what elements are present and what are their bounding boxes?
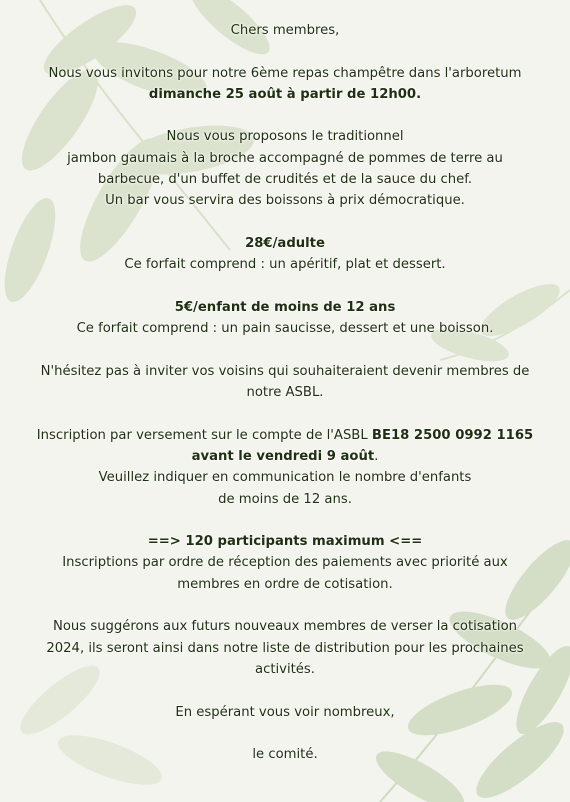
adult-description: Ce forfait comprend : un apéritif, plat et dessert. (124, 257, 446, 273)
max-participants: ==> 120 participants maximum <== (147, 534, 423, 550)
order-line: Inscriptions par ordre de réception des paiements avec priorité aux (62, 555, 508, 571)
new-members-line: 2024, ils seront ainsi dans notre liste de distribution pour les prochaines (46, 640, 524, 656)
children-note: Veuillez indiquer en communication le nombre d'enfants (98, 470, 472, 486)
children-note: de moins de 12 ans. (218, 491, 352, 507)
menu-intro: Nous vous proposons le traditionnel (166, 129, 404, 145)
event-date: dimanche 25 août à partir de 12h00. (148, 86, 422, 102)
adult-price: 28€/adulte (245, 235, 325, 251)
neighbors-line: notre ASBL. (246, 385, 324, 401)
menu-line: barbecue, d'un buffet de crudités et de la sauce du chef. (97, 172, 473, 188)
invite-line: Nous vous invitons pour notre 6ème repas champêtre dans l'arboretum (48, 65, 522, 81)
account-number: BE18 2500 0992 1165 (371, 427, 534, 443)
signature: le comité. (252, 747, 318, 763)
deadline-period: . (374, 448, 379, 464)
signup-prefix: Inscription par versement sur le compte de l'ASBL (36, 427, 372, 443)
greeting: Chers membres, (230, 23, 340, 38)
neighbors-line: N'hésitez pas à inviter vos voisins qui souhaiteraient devenir membres de (40, 363, 530, 379)
order-line: membres en ordre de cotisation. (177, 576, 393, 592)
new-members-line: activités. (255, 661, 315, 677)
new-members-line: Nous suggérons aux futurs nouveaux membres de verser la cotisation (52, 619, 518, 635)
child-price: 5€/enfant de moins de 12 ans (174, 299, 396, 315)
child-description: Ce forfait comprend : un pain saucisse, dessert et une boisson. (76, 321, 494, 337)
menu-line: Un bar vous servira des boissons à prix démocratique. (105, 193, 465, 209)
closing: En espérant vous voir nombreux, (175, 704, 395, 720)
signup-line (0, 425, 570, 446)
menu-line: jambon gaumais à la broche accompagné de pommes de terre au (67, 150, 503, 166)
signup-deadline: avant le vendredi 9 août (191, 448, 375, 464)
